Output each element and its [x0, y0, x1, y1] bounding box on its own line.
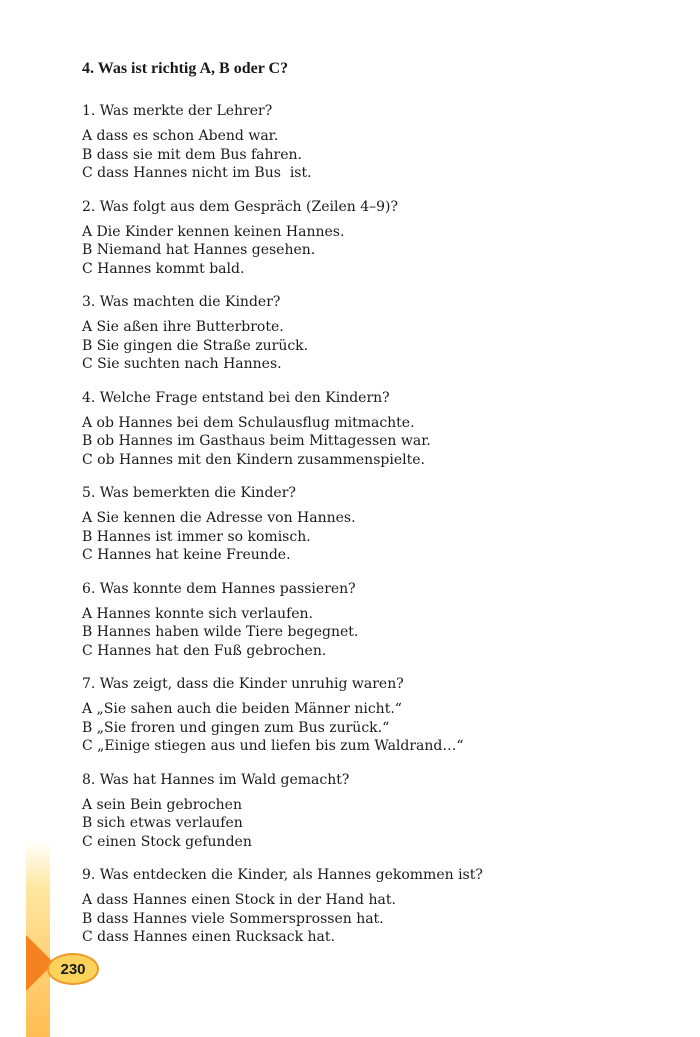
page-number: 230	[47, 953, 99, 985]
option-a: A Hannes konnte sich verlaufen.	[82, 605, 314, 622]
option-a: A ob Hannes bei dem Schulausflug mitmachte.	[82, 414, 415, 431]
option-c: C Sie suchten nach Hannes.	[82, 356, 282, 372]
option-a: A Sie aßen ihre Butterbrote.	[82, 319, 284, 335]
option-b: B dass sie mit dem Bus fahren.	[82, 146, 302, 163]
question-9	[82, 866, 672, 947]
option-b: B sich etwas verlaufen	[82, 815, 243, 831]
option-a: A sein Bein gebrochen	[82, 796, 242, 813]
question-title: 6. Was konnte dem Hannes passieren?	[82, 580, 356, 597]
option-c: C „Einige stiegen aus und liefen bis zum Waldrand…“	[82, 738, 464, 754]
option-c: C dass Hannes nicht im Bus ist.	[82, 165, 312, 181]
option-a: A Sie kennen die Adresse von Hannes.	[82, 510, 356, 526]
option-c: C ob Hannes mit den Kindern zusammenspielte.	[82, 451, 425, 468]
question-title: 1. Was merkte der Lehrer?	[82, 103, 273, 119]
question-5	[82, 484, 672, 565]
question-6	[82, 580, 672, 661]
option-b: B Niemand hat Hannes gesehen.	[82, 242, 316, 258]
question-title: 8. Was hat Hannes im Wald gemacht?	[82, 771, 350, 788]
question-title: 5. Was bemerkten die Kinder?	[82, 485, 296, 501]
option-b: B dass Hannes viele Sommersprossen hat.	[82, 910, 384, 927]
option-b: B Hannes haben wilde Tiere begegnet.	[82, 624, 359, 640]
question-8	[82, 771, 672, 852]
question-title: 2. Was folgt aus dem Gespräch (Zeilen 4–9)?	[82, 198, 398, 215]
option-a: A dass es schon Abend war.	[82, 128, 279, 144]
question-title: 3. Was machten die Kinder?	[82, 294, 281, 310]
option-c: C Hannes hat keine Freunde.	[82, 547, 291, 563]
option-c: C dass Hannes einen Rucksack hat.	[82, 929, 335, 945]
question-title: 7. Was zeigt, dass die Kinder unruhig waren?	[82, 676, 404, 692]
option-b: B „Sie froren und gingen zum Bus zurück.“	[82, 719, 390, 736]
option-c: C Hannes hat den Fuß gebrochen.	[82, 642, 327, 659]
question-title: 4. Welche Frage entstand bei den Kindern?	[82, 389, 390, 406]
option-a: A dass Hannes einen Stock in der Hand hat.	[82, 892, 396, 908]
question-4	[82, 389, 672, 470]
question-1	[82, 102, 672, 183]
option-b: B ob Hannes im Gasthaus beim Mittagessen war.	[82, 433, 431, 449]
exercise-heading: 4. Was ist richtig A, B oder C?	[82, 60, 289, 77]
question-title: 9. Was entdecken die Kinder, als Hannes gekommen ist?	[82, 867, 483, 883]
option-c: C einen Stock gefunden	[82, 833, 252, 850]
option-a: A „Sie sahen auch die beiden Männer nicht.“	[82, 701, 402, 717]
question-3	[82, 293, 672, 374]
question-2	[82, 198, 672, 279]
question-7	[82, 675, 672, 756]
option-c: C Hannes kommt bald.	[82, 260, 245, 277]
option-a: A Die Kinder kennen keinen Hannes.	[82, 223, 345, 240]
option-b: B Hannes ist immer so komisch.	[82, 528, 311, 545]
option-b: B Sie gingen die Straße zurück.	[82, 337, 309, 354]
exercise-section	[82, 60, 672, 962]
